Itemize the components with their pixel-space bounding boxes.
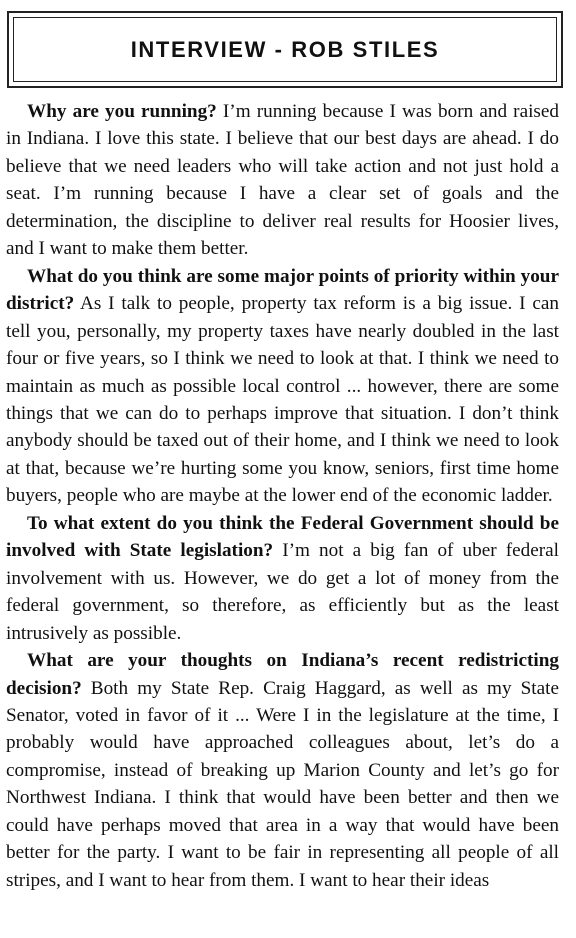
- interview-header-box: [7, 11, 563, 88]
- answer-text: As I talk to people, property tax reform is a big issue. I can tell you, personally, my property taxes have nearly doubled in the last four or five years, so I think we need to look at that. I think we need to maintain as much as possible local control ... however, there are some things that we can do to perhaps improve that situation. I don’t think anybody should be taxed out of their home, and I think we need to look at that, because we’re hurting some you know, seniors, first time home buyers, people who are maybe at the lower end of the economic ladder.: [6, 293, 559, 507]
- interview-body: [6, 98, 559, 894]
- interview-header-inner-border: [13, 17, 557, 82]
- answer-text: I’m not a big fan of uber federal involvement with us. However, we do get a lot of money from the federal government, so therefore, as efficiently but as the least intrusively as possible.: [6, 540, 559, 644]
- question-text: What are your thoughts on Indiana’s recent redistricting decision?: [6, 650, 559, 699]
- question-text: Why are you running?: [27, 101, 217, 122]
- qa-paragraph-4: [6, 647, 559, 894]
- question-text: What do you think are some major points of priority within your district?: [6, 265, 559, 315]
- answer-text: Both my State Rep. Craig Haggard, as well as my State Senator, voted in favor of it ... Were I in the legislature at the time, I probably would have approached colleagues about, let’s do a compromise, instead of breaking up Marion County and let’s go for Northwest Indiana. I think that would have been better and then we could have perhaps moved that area in a way that would have been better for the party. I want to be fair in representing all people of all stripes, and I want to hear from them. I want to hear their ideas: [6, 677, 559, 891]
- question-text: To what extent do you think the Federal Government should be involved with State legislation?: [6, 512, 559, 562]
- qa-paragraph-3: [6, 510, 559, 647]
- answer-text: I’m running because I was born and raised in Indiana. I love this state. I believe that our best days are ahead. I do believe that we need leaders who will take action and not just hold a seat. I’m running because I have a clear set of goals and the determination, the discipline to deliver real results for Hoosier lives, and I want to make them better.: [6, 101, 560, 260]
- qa-paragraph-2: [6, 263, 559, 510]
- qa-paragraph-1: [6, 98, 559, 263]
- interview-title: INTERVIEW - ROB STILES: [130, 37, 440, 62]
